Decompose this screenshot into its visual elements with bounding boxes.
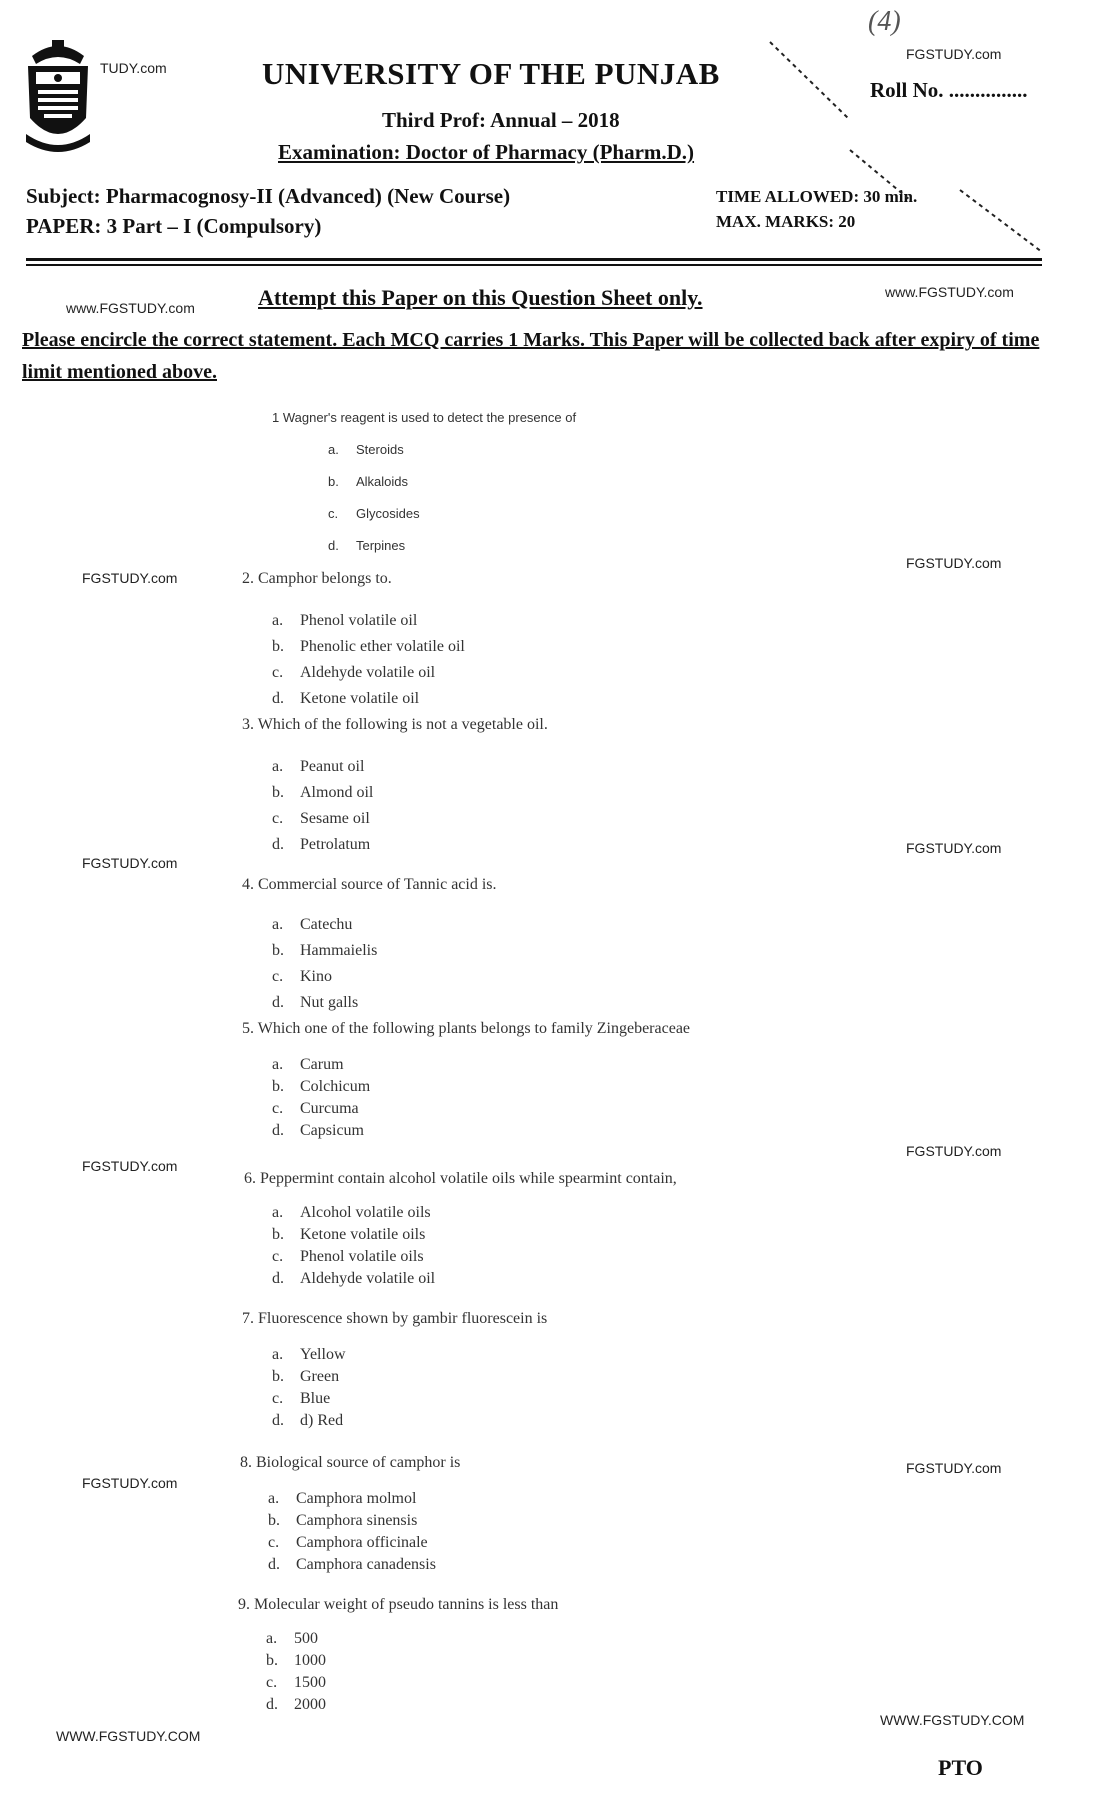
option-3d: d. Petrolatum	[272, 836, 371, 853]
option-4d: d. Nut galls	[272, 994, 359, 1011]
question-3: 3. Which of the following is not a vegetable oil.	[242, 716, 548, 733]
option-3b: b. Almond oil	[272, 784, 374, 801]
question-9: 9. Molecular weight of pseudo tannins is less than	[238, 1596, 559, 1613]
question-7: 7. Fluorescence shown by gambir fluorescein is	[242, 1310, 548, 1327]
option-5a: a. Carum	[272, 1056, 344, 1073]
watermark: FGSTUDY.com	[82, 1158, 178, 1174]
watermark: FGSTUDY.com	[906, 46, 1002, 62]
option-2a: a. Phenol volatile oil	[272, 612, 418, 629]
option-4b: b. Hammaielis	[272, 942, 378, 959]
option-6d: d. Aldehyde volatile oil	[272, 1270, 436, 1287]
paper-line: PAPER: 3 Part – I (Compulsory)	[26, 214, 322, 238]
option-5c: c. Curcuma	[272, 1100, 359, 1117]
option-3a: a. Peanut oil	[272, 758, 365, 775]
option-2b: b. Phenolic ether volatile oil	[272, 638, 465, 655]
question-5: 5. Which one of the following plants belongs to family Zingeberaceae	[242, 1020, 691, 1037]
question-4: 4. Commercial source of Tannic acid is.	[242, 876, 497, 893]
option-1b: b. Alkaloids	[328, 474, 409, 489]
please-turn-over: PTO	[938, 1755, 983, 1780]
option-4c: c. Kino	[272, 968, 332, 985]
option-7b: b. Green	[272, 1368, 340, 1385]
option-9b: b. 1000	[266, 1652, 326, 1669]
handwritten-mark: (4)	[868, 6, 901, 37]
question-2: 2. Camphor belongs to.	[242, 570, 392, 587]
question-8: 8. Biological source of camphor is	[240, 1454, 461, 1471]
option-5b: b. Colchicum	[272, 1078, 371, 1095]
max-marks: MAX. MARKS: 20	[716, 212, 856, 231]
option-6b: b. Ketone volatile oils	[272, 1226, 426, 1243]
option-8c: c. Camphora officinale	[268, 1534, 428, 1551]
time-allowed: TIME ALLOWED: 30 min.	[716, 187, 918, 206]
option-6a: a. Alcohol volatile oils	[272, 1204, 431, 1221]
option-8a: a. Camphora molmol	[268, 1490, 417, 1507]
subject-line: Subject: Pharmacognosy-II (Advanced) (New Course)	[26, 184, 511, 208]
option-1c: c. Glycosides	[328, 506, 420, 521]
examination-title: Examination: Doctor of Pharmacy (Pharm.D.)	[278, 140, 695, 164]
question-6: 6. Peppermint contain alcohol volatile oils while spearmint contain,	[244, 1170, 677, 1187]
option-9a: a. 500	[266, 1630, 318, 1647]
watermark: FGSTUDY.com	[906, 840, 1002, 856]
header-rule	[26, 258, 1042, 261]
watermark: www.FGSTUDY.com	[66, 300, 195, 316]
watermark: www.FGSTUDY.com	[885, 284, 1014, 300]
option-9c: c. 1500	[266, 1674, 326, 1691]
watermark: WWW.FGSTUDY.COM	[880, 1712, 1025, 1728]
roll-number-field: Roll No. ...............	[870, 78, 1028, 102]
watermark: FGSTUDY.com	[906, 555, 1002, 571]
option-8d: d. Camphora canadensis	[268, 1556, 436, 1573]
option-7d: d. d) Red	[272, 1412, 344, 1429]
option-6c: c. Phenol volatile oils	[272, 1248, 424, 1265]
attempt-note: Attempt this Paper on this Question Sheet only.	[258, 285, 703, 310]
option-3c: c. Sesame oil	[272, 810, 370, 827]
watermark: FGSTUDY.com	[906, 1143, 1002, 1159]
option-7c: c. Blue	[272, 1390, 331, 1407]
watermark: FGSTUDY.com	[82, 1475, 178, 1491]
header-rule	[26, 264, 1042, 266]
university-crest-logo	[22, 38, 94, 158]
option-2c: c. Aldehyde volatile oil	[272, 664, 436, 681]
option-1a: a. Steroids	[328, 442, 404, 457]
exam-year: Third Prof: Annual – 2018	[382, 108, 620, 132]
option-8b: b. Camphora sinensis	[268, 1512, 418, 1529]
watermark: FGSTUDY.com	[906, 1460, 1002, 1476]
option-4a: a. Catechu	[272, 916, 353, 933]
option-5d: d. Capsicum	[272, 1122, 364, 1139]
watermark: TUDY.com	[100, 60, 167, 76]
watermark: FGSTUDY.com	[82, 855, 178, 871]
option-2d: d. Ketone volatile oil	[272, 690, 420, 707]
option-7a: a. Yellow	[272, 1346, 346, 1363]
university-title: UNIVERSITY OF THE PUNJAB	[262, 56, 720, 91]
option-9d: d. 2000	[266, 1696, 326, 1713]
watermark: WWW.FGSTUDY.COM	[56, 1728, 201, 1744]
question-1: 1 Wagner's reagent is used to detect the presence of	[272, 410, 577, 425]
option-1d: d. Terpines	[328, 538, 406, 553]
watermark: FGSTUDY.com	[82, 570, 178, 586]
instructions: Please encircle the correct statement. Each MCQ carries 1 Marks. This Paper will be collected back after expiry of time limit mentioned above.	[22, 329, 1040, 383]
dashed-diagonal-decoration	[760, 40, 1050, 260]
